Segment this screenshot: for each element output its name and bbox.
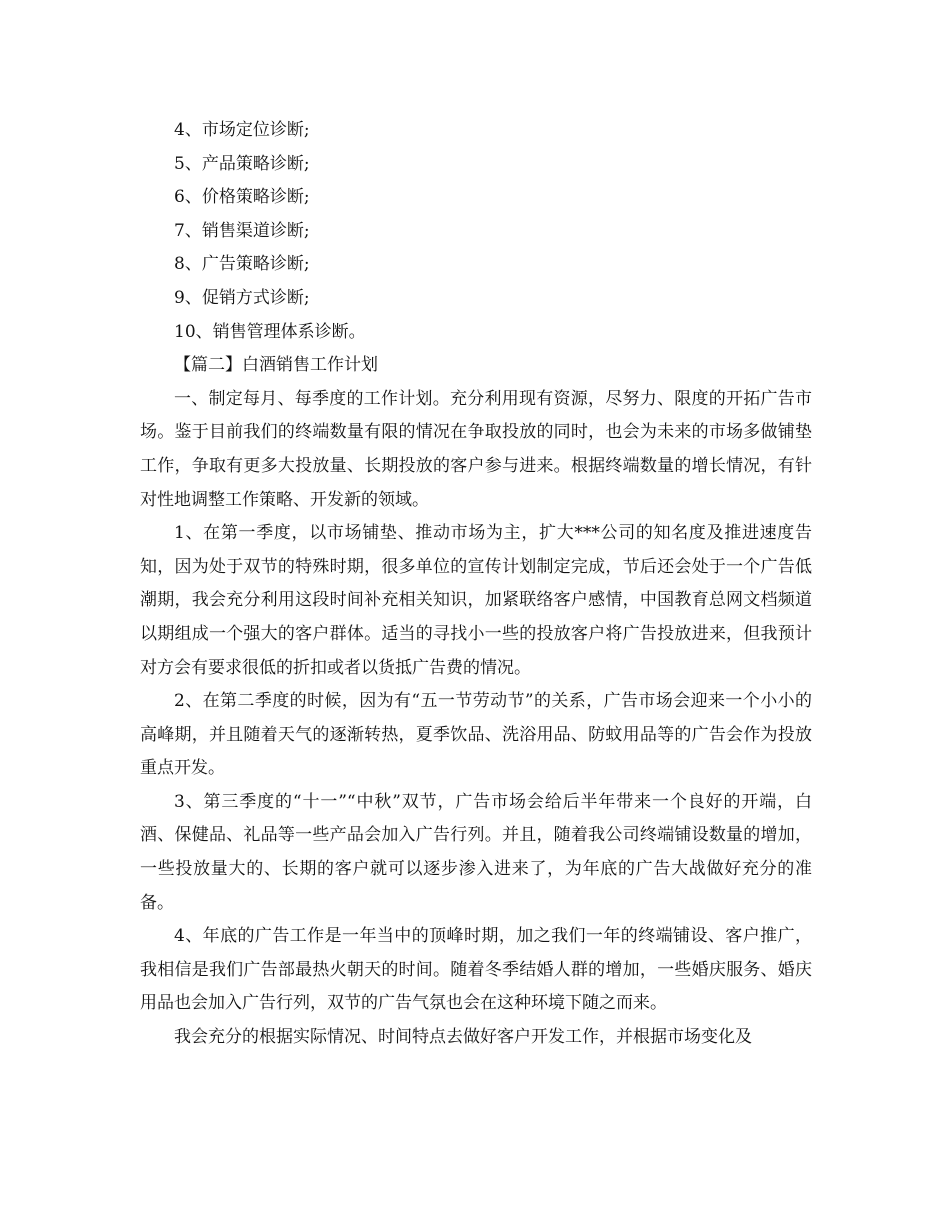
paragraph-year-end: 4、年底的广告工作是一年当中的顶峰时期，加之我们一年的终端铺设、客户推广，我相信是我们广告部最热火朝天的时间。随着冬季结婚人群的增加，一些婚庆服务、婚庆用品也会加入广告行列，双节的广告气氛也会在这种环境下随之而来。 xyxy=(140,926,812,1014)
list-item-product-strategy: 5、产品策略诊断; xyxy=(174,153,310,174)
list-item-ad-strategy: 8、广告策略诊断; xyxy=(174,254,310,275)
list-item-sales-channel: 7、销售渠道诊断; xyxy=(174,220,310,241)
list-item-price-strategy: 6、价格策略诊断; xyxy=(174,187,310,208)
document-body xyxy=(140,114,812,1055)
paragraph-monthly-plan: 一、制定每月、每季度的工作计划。充分利用现有资源，尽努力、限度的开拓广告市场。鉴于目前我们的终端数量有限的情况在争取投放的同时，也会为未来的市场多做铺垫工作，争取有更多大投放量、长期投放的客户参与进来。根据终端数量的增长情况，有针对性地调整工作策略、开发新的领域。 xyxy=(140,388,812,510)
list-item-promotion: 9、促销方式诊断; xyxy=(174,287,310,308)
list-item-market-positioning: 4、市场定位诊断; xyxy=(174,120,310,140)
section-heading: 【篇二】白酒销售工作计划 xyxy=(174,355,378,376)
paragraph-closing: 我会充分的根据实际情况、时间特点去做好客户开发工作，并根据市场变化及 xyxy=(174,1027,752,1048)
paragraph-q3: 3、第三季度的“十一”“中秋”双节，广告市场会给后半年带来一个良好的开端，白酒、保健品、礼品等一些产品会加入广告行列。并且，随着我公司终端铺设数量的增加，一些投放量大的、长期的客户就可以逐步渗入进来了，为年底的广告大战做好充分的准备。 xyxy=(140,791,812,913)
paragraph-q2: 2、在第二季度的时候，因为有“五一节劳动节”的关系，广告市场会迎来一个小小的高峰期，并且随着天气的逐渐转热，夏季饮品、洗浴用品、防蚊用品等的广告会作为投放重点开发。 xyxy=(140,691,812,779)
list-item-sales-management: 10、销售管理体系诊断。 xyxy=(174,321,366,342)
paragraph-q1: 1、在第一季度，以市场铺垫、推动市场为主，扩大***公司的知名度及推进速度告知，因为处于双节的特殊时期，很多单位的宣传计划制定完成，节后还会处于一个广告低潮期，我会充分利用这段时间补充相关知识，加紧联络客户感情，中国教育总网文档频道以期组成一个强大的客户群体。适当的寻找小一些的投放客户将广告投放进来，但我预计对方会有要求很低的折扣或者以货抵广告费的情况。 xyxy=(140,523,812,678)
